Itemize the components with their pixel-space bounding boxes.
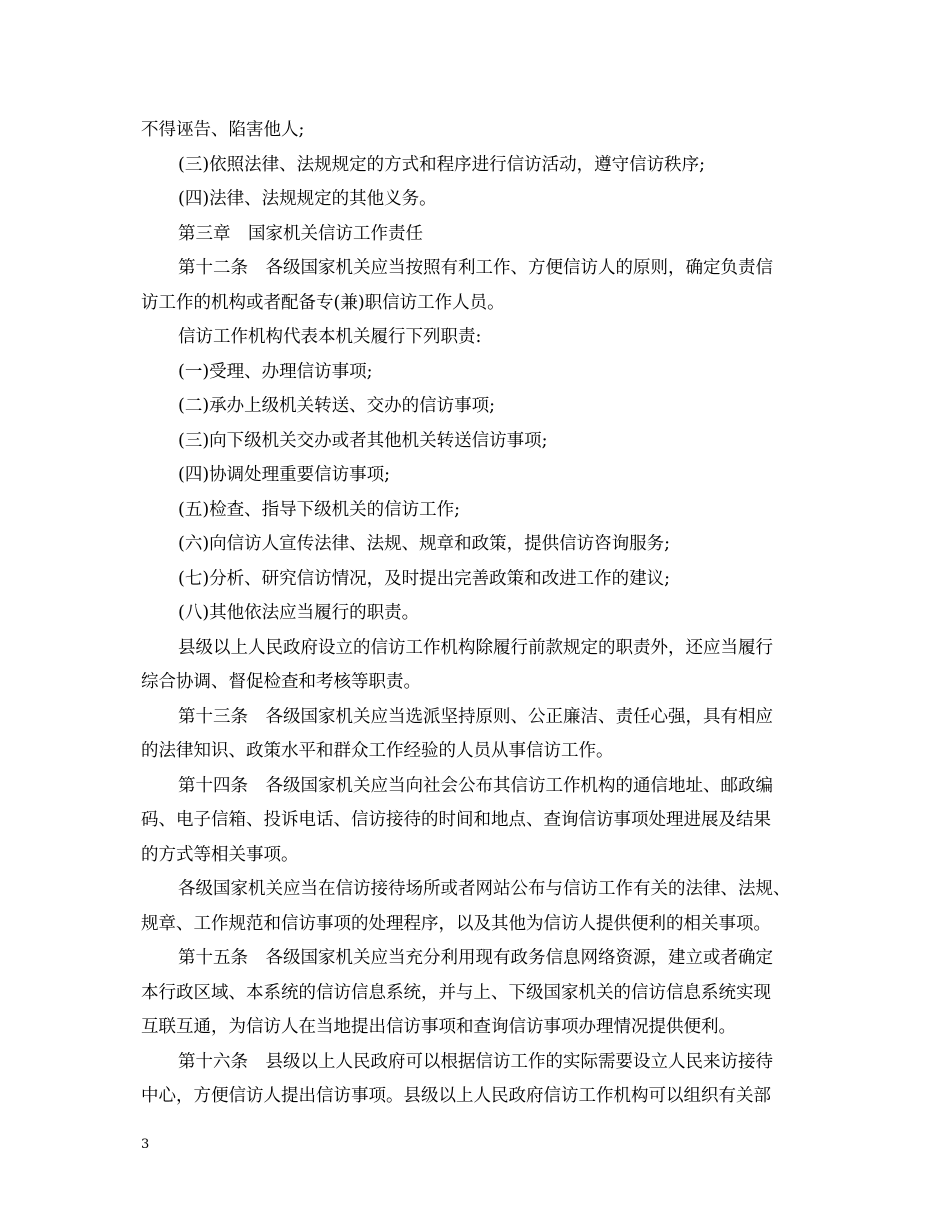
text-line: (三)依照法律、法规规定的方式和程序进行信访活动，遵守信访秩序; xyxy=(178,154,706,175)
text-line: (四)法律、法规规定的其他义务。 xyxy=(178,189,437,209)
document-body xyxy=(141,113,841,1114)
text-line: 县级以上人民政府设立的信访工作机构除履行前款规定的职责外，还应当履行 xyxy=(178,637,773,658)
text-line: 的法律知识、政策水平和群众工作经验的人员从事信访工作。 xyxy=(141,741,614,761)
text-line: 码、电子信箱、投诉电话、信访接待的时间和地点、查询信访事项处理进展及结果 xyxy=(141,810,771,830)
text-line: 规章、工作规范和信访事项的处理程序，以及其他为信访人提供便利的相关事项。 xyxy=(141,913,771,934)
text-line: (四)协调处理重要信访事项; xyxy=(178,465,391,485)
text-line: 第三章 国家机关信访工作责任 xyxy=(178,223,423,244)
text-line: (六)向信访人宣传法律、法规、规章和政策，提供信访咨询服务; xyxy=(178,534,671,554)
text-line: 第十六条 县级以上人民政府可以根据信访工作的实际需要设立人民来访接待 xyxy=(178,1051,773,1072)
text-line: 第十四条 各级国家机关应当向社会公布其信访工作机构的通信地址、邮政编 xyxy=(178,775,773,796)
text-line: 第十三条 各级国家机关应当选派坚持原则、公正廉洁、责任心强，具有相应 xyxy=(178,706,773,727)
text-line: 第十五条 各级国家机关应当充分利用现有政务信息网络资源，建立或者确定 xyxy=(178,948,773,968)
text-line: (五)检查、指导下级机关的信访工作; xyxy=(178,499,461,520)
text-line: 第十二条 各级国家机关应当按照有利工作、方便信访人的原则，确定负责信 xyxy=(178,258,773,278)
text-line: 各级国家机关应当在信访接待场所或者网站公布与信访工作有关的法律、法规、 xyxy=(178,879,791,899)
text-line: 的方式等相关事项。 xyxy=(141,844,299,865)
text-line: 综合协调、督促检查和考核等职责。 xyxy=(141,672,421,692)
text-line: (七)分析、研究信访情况，及时提出完善政策和改进工作的建议; xyxy=(178,568,671,589)
text-line: 互联互通，为信访人在当地提出信访事项和查询信访事项办理情况提供便利。 xyxy=(141,1017,736,1037)
text-line: 本行政区域、本系统的信访信息系统，并与上、下级国家机关的信访信息系统实现 xyxy=(141,982,771,1003)
text-line: 不得诬告、陷害他人; xyxy=(141,120,305,140)
text-line: 中心，方便信访人提出信访事项。县级以上人民政府信访工作机构可以组织有关部 xyxy=(141,1086,771,1106)
text-line: 访工作的机构或者配备专(兼)职信访工作人员。 xyxy=(141,292,505,313)
text-line: (二)承办上级机关转送、交办的信访事项; xyxy=(178,396,496,416)
page-number: 3 xyxy=(141,1137,150,1152)
text-line: (八)其他依法应当履行的职责。 xyxy=(178,603,420,623)
text-line: 信访工作机构代表本机关履行下列职责: xyxy=(178,327,482,347)
text-line: (一)受理、办理信访事项; xyxy=(178,361,373,382)
text-line: (三)向下级机关交办或者其他机关转送信访事项; xyxy=(178,430,548,451)
